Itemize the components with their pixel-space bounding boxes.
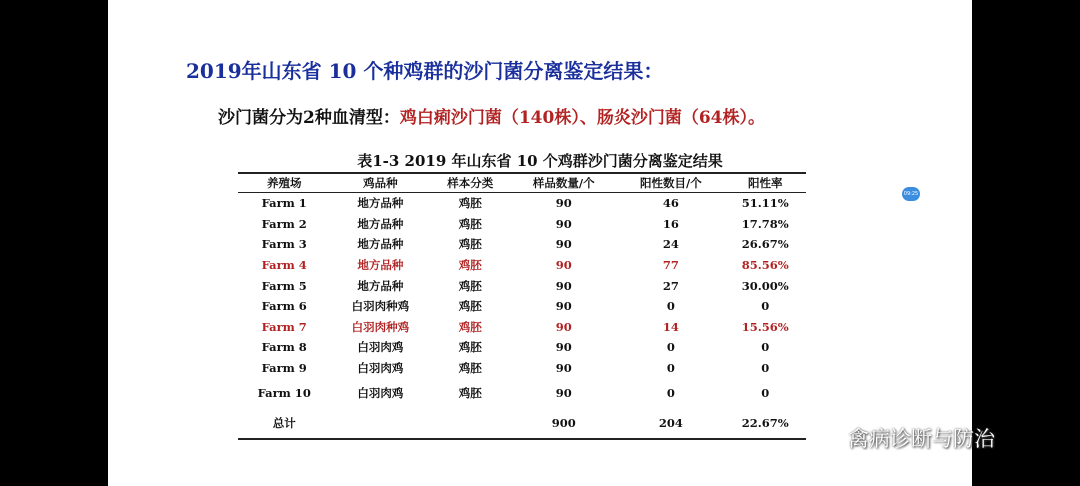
table-row: [238, 337, 806, 358]
cell-positive-count: 46: [662, 196, 679, 211]
cell-sample-count: 90: [555, 361, 572, 376]
table-row: [238, 358, 806, 379]
cell-breed: 白羽肉种鸡: [351, 319, 410, 334]
table-row-highlighted: [238, 255, 806, 276]
cell-sample-type: 鸡胚: [458, 278, 482, 293]
header-breed: 鸡品种: [330, 173, 430, 193]
table-row-highlighted: [238, 317, 806, 338]
cell-sample-type: 鸡胚: [458, 216, 482, 231]
cell-sample-count: 90: [555, 258, 572, 273]
cell-positive-count: 24: [662, 237, 679, 252]
cell-positive-rate: 17.78%: [741, 216, 789, 231]
cell-breed: 地方品种: [357, 237, 404, 252]
table-row: [238, 275, 806, 296]
table-row: [238, 296, 806, 317]
cell-farm: Farm 8: [261, 340, 307, 355]
cell-sample-type: 鸡胚: [458, 386, 482, 401]
cell-sample-count: 90: [555, 319, 572, 334]
cell-positive-count: 16: [662, 216, 679, 231]
cell-farm: Farm 9: [261, 361, 307, 376]
cell-positive-rate: 0: [761, 386, 770, 401]
cell-positive-rate: 85.56%: [741, 258, 789, 273]
slide-title: 2019年山东省 10 个种鸡群的沙门菌分离鉴定结果：: [186, 59, 664, 83]
slide-subtitle: [218, 103, 765, 128]
results-table: [238, 172, 806, 440]
cell-positive-rate: 26.67%: [741, 237, 789, 252]
cell-sample-count: 90: [555, 340, 572, 355]
cell-positive-rate: 15.56%: [741, 319, 789, 334]
cell-sample-count: 90: [555, 237, 572, 252]
cell-positive-count: 0: [666, 340, 675, 355]
cell-positive-rate: 0: [761, 340, 770, 355]
watermark-label: 禽病诊断与防治: [848, 427, 995, 451]
cell-positive-count: 14: [662, 319, 679, 334]
cell-positive-count: 0: [666, 299, 675, 314]
subtitle-serotype-label: 沙门菌分为2种血清型：: [218, 108, 400, 128]
cell-breed: 地方品种: [357, 258, 404, 273]
cell-sample-type: 鸡胚: [458, 319, 482, 334]
table-header-row: [238, 173, 806, 193]
cell-positive-count: 0: [666, 361, 675, 376]
subtitle-serotype-list: 鸡白痢沙门菌（140株）、肠炎沙门菌（64株）。: [399, 108, 765, 128]
cell-farm: Farm 10: [257, 386, 311, 401]
cell-sample-type: 鸡胚: [458, 361, 482, 376]
table-row: [238, 214, 806, 235]
table-total-row: [238, 408, 806, 439]
table-row: [238, 234, 806, 255]
wechat-icon: [808, 425, 842, 451]
floating-time-badge[interactable]: 09:25: [902, 187, 920, 201]
table-row: [238, 378, 806, 408]
table-caption: 表1-3 2019 年山东省 10 个鸡群沙门菌分离鉴定结果: [357, 152, 723, 170]
cell-positive-count: 27: [662, 278, 679, 293]
cell-sample-count: 90: [555, 278, 572, 293]
cell-sample-count: 90: [555, 386, 572, 401]
total-sample-count: 900: [510, 408, 617, 439]
cell-sample-type: 鸡胚: [458, 196, 482, 211]
cell-positive-rate: 0: [761, 299, 770, 314]
cell-sample-count: 90: [555, 299, 572, 314]
cell-breed: 白羽肉种鸡: [351, 299, 410, 314]
header-farm: 养殖场: [238, 173, 330, 193]
cell-breed: 地方品种: [357, 216, 404, 231]
cell-breed: 白羽肉鸡: [357, 361, 404, 376]
total-positive-count: 204: [617, 408, 724, 439]
total-sample-type: [430, 408, 510, 439]
cell-sample-type: 鸡胚: [458, 258, 482, 273]
cell-positive-rate: 0: [761, 361, 770, 376]
slide: [108, 0, 972, 486]
cell-breed: 地方品种: [357, 196, 404, 211]
wechat-watermark: [808, 424, 995, 452]
cell-positive-rate: 51.11%: [741, 196, 789, 211]
cell-farm: Farm 5: [261, 278, 307, 293]
cell-farm: Farm 7: [261, 319, 307, 334]
cell-positive-count: 0: [666, 386, 675, 401]
cell-breed: 白羽肉鸡: [357, 386, 404, 401]
cell-breed: 地方品种: [357, 278, 404, 293]
cell-sample-type: 鸡胚: [458, 237, 482, 252]
cell-positive-count: 77: [662, 258, 679, 273]
cell-sample-type: 鸡胚: [458, 340, 482, 355]
cell-sample-count: 90: [555, 196, 572, 211]
header-positive-rate: 阳性率: [724, 173, 806, 193]
total-breed: [330, 408, 430, 439]
cell-sample-count: 90: [555, 216, 572, 231]
cell-farm: Farm 6: [261, 299, 307, 314]
header-sample-type: 样本分类: [430, 173, 510, 193]
total-label: 总计: [238, 408, 330, 439]
header-sample-count: 样品数量/个: [510, 173, 617, 193]
cell-sample-type: 鸡胚: [458, 299, 482, 314]
cell-farm: Farm 1: [261, 196, 307, 211]
header-positive-count: 阳性数目/个: [617, 173, 724, 193]
cell-farm: Farm 2: [261, 216, 307, 231]
cell-breed: 白羽肉鸡: [357, 340, 404, 355]
cell-farm: Farm 3: [261, 237, 307, 252]
cell-positive-rate: 30.00%: [741, 278, 789, 293]
total-positive-rate: 22.67%: [724, 408, 806, 439]
table-row: [238, 193, 806, 214]
cell-farm: Farm 4: [261, 258, 307, 273]
